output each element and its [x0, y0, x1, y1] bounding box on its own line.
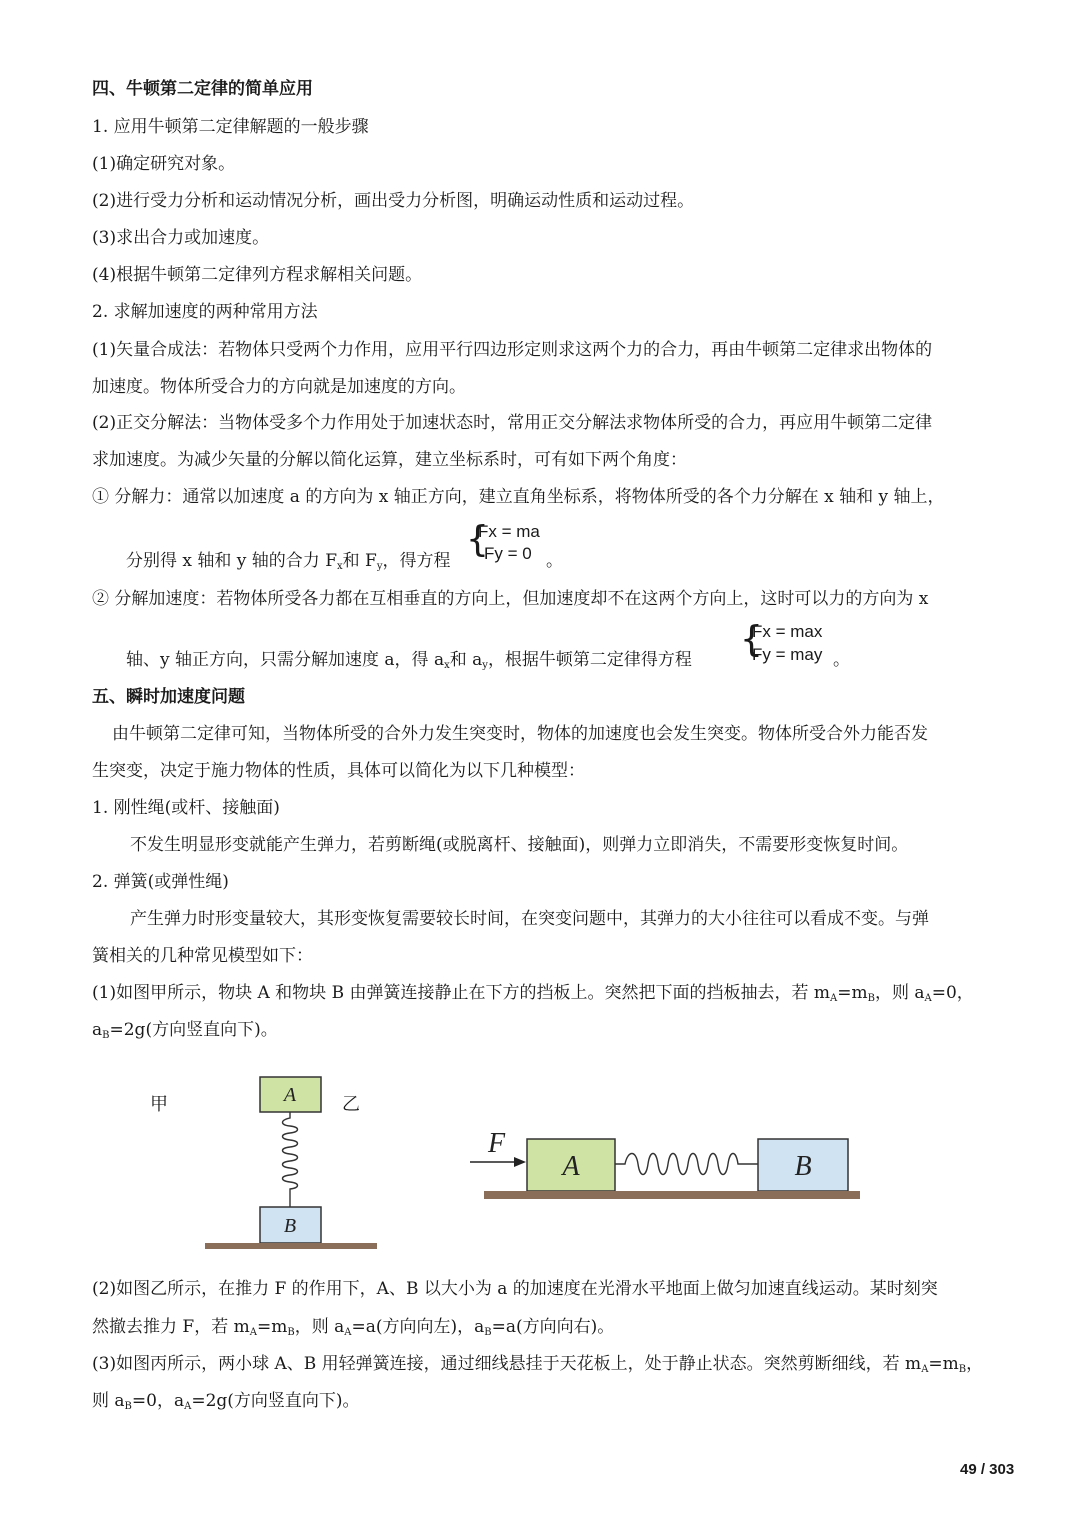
figure-yi-label: 乙: [342, 1094, 360, 1115]
figure-yi: [470, 1128, 860, 1199]
case2-line1: ② 分解加速度：若物体所受各力都在互相垂直的方向上，但加速度却不在这两个方向上，这时可以力的方向为 x: [92, 589, 929, 609]
step-2: (2)进行受力分析和运动情况分析，画出受力分析图，明确运动性质和运动过程。: [92, 191, 695, 211]
equation1-line1: Fx = ma: [478, 522, 540, 541]
model2-desc-line1: 产生弹力时形变量较大，其形变恢复需要较长时间，在突变问题中，其弹力的大小往往可以看成不变。与弹: [130, 909, 929, 929]
force-label: F: [488, 1128, 506, 1159]
block-b-horizontal-label: B: [794, 1151, 812, 1182]
method2-line1: (2)正交分解法：当物体受多个力作用处于加速状态时，常用正交分解法求物体所受的合力，再应用牛顿第二定律: [92, 413, 933, 433]
case1-line1: ① 分解力：通常以加速度 a 的方向为 x 轴正方向，建立直角坐标系，将物体所受的各个力分解在 x 轴和 y 轴上，: [92, 487, 945, 507]
figure-jia-label: 甲: [150, 1094, 168, 1115]
case-yi-line1: (2)如图乙所示，在推力 F 的作用下，A、B 以大小为 a 的加速度在光滑水平地面上做匀加速直线运动。某时刻突: [92, 1279, 938, 1299]
method1-line2: 加速度。物体所受合力的方向就是加速度的方向。: [92, 377, 466, 397]
case-bing-line1: (3)如图丙所示，两小球 A、B 用轻弹簧连接，通过细线悬挂于天花板上，处于静止状态。突然剪断细线，若 $m_A=m_B$，: [92, 1354, 984, 1375]
block-a-horizontal-label: A: [562, 1151, 580, 1182]
model2-desc-line2: 簧相关的几种常见模型如下：: [92, 946, 313, 966]
section4-title: 四、牛顿第二定律的简单应用: [92, 79, 313, 99]
equation1-line2: Fy = 0: [484, 544, 532, 563]
ground: [484, 1191, 860, 1199]
case-jia-line1: (1)如图甲所示，物块 A 和物块 B 由弹簧连接静止在下方的挡板上。突然把下面的挡板抽去，若 $m_A=m_B$，则 $a_A=0$，: [92, 983, 974, 1004]
model1-desc: 不发生明显形变就能产生弹力，若剪断绳(或脱离杆、接触面)，则弹力立即消失，不需要形变恢复时间。: [130, 835, 909, 855]
block-b-vertical-label: B: [283, 1215, 297, 1237]
model1-title: 1. 刚性绳(或杆、接触面): [92, 798, 280, 818]
figure-jia: [205, 1077, 377, 1249]
model2-title: 2. 弹簧(或弹性绳): [92, 872, 229, 892]
equation2-line1: Fx = max: [752, 622, 823, 641]
equation2-period: 。: [833, 650, 850, 670]
equation2-line2: Fy = may: [752, 645, 823, 664]
case2-line2: 轴、y 轴正方向，只需分解加速度 a，得 $a_x$和 $a_y$，根据牛顿第二定律得方程: [126, 650, 692, 671]
equation2-brace: {: [740, 619, 763, 660]
step-4: (4)根据牛顿第二定律列方程求解相关问题。: [92, 265, 423, 285]
case1-line2: 分别得 x 轴和 y 轴的合力 $F_x$和 $F_y$，得方程: [126, 551, 451, 572]
case-jia-line2: $a_B=2g$(方向竖直向下)。: [92, 1020, 278, 1041]
block-a-vertical-label: A: [283, 1084, 297, 1106]
case-yi-line2: 然撤去推力 F，若 $m_A=m_B$，则 $a_A=a$(方向向左)，$a_B=a$(方向向右)。: [92, 1317, 615, 1338]
equation1-brace: {: [466, 519, 489, 560]
section5-intro-line1: 由牛顿第二定律可知，当物体所受的合外力发生突变时，物体的加速度也会发生突变。物体所受合外力能否发: [112, 724, 928, 744]
case-bing-line2: 则 $a_B=0$，$a_A=2g$(方向竖直向下)。: [92, 1391, 360, 1412]
section5-title: 五、瞬时加速度问题: [92, 687, 245, 707]
page-number: 49 / 303: [960, 1461, 1015, 1478]
section4-sub1: 1. 应用牛顿第二定律解题的一般步骤: [92, 117, 369, 137]
method2-line2: 求加速度。为减少矢量的分解以简化运算，建立坐标系时，可有如下两个角度：: [92, 450, 687, 470]
spring-vertical: [283, 1112, 298, 1207]
baffle-plate: [205, 1243, 377, 1249]
spring-horizontal: [615, 1154, 758, 1175]
equation1-period: 。: [546, 551, 563, 571]
section5-intro-line2: 生突变，决定于施力物体的性质，具体可以简化为以下几种模型：: [92, 761, 585, 781]
section4-sub2: 2. 求解加速度的两种常用方法: [92, 302, 318, 322]
step-3: (3)求出合力或加速度。: [92, 228, 270, 248]
step-1: (1)确定研究对象。: [92, 154, 236, 174]
method1-line1: (1)矢量合成法：若物体只受两个力作用，应用平行四边形定则求这两个力的合力，再由牛顿第二定律求出物体的: [92, 340, 933, 360]
force-arrow-head: [514, 1157, 526, 1167]
